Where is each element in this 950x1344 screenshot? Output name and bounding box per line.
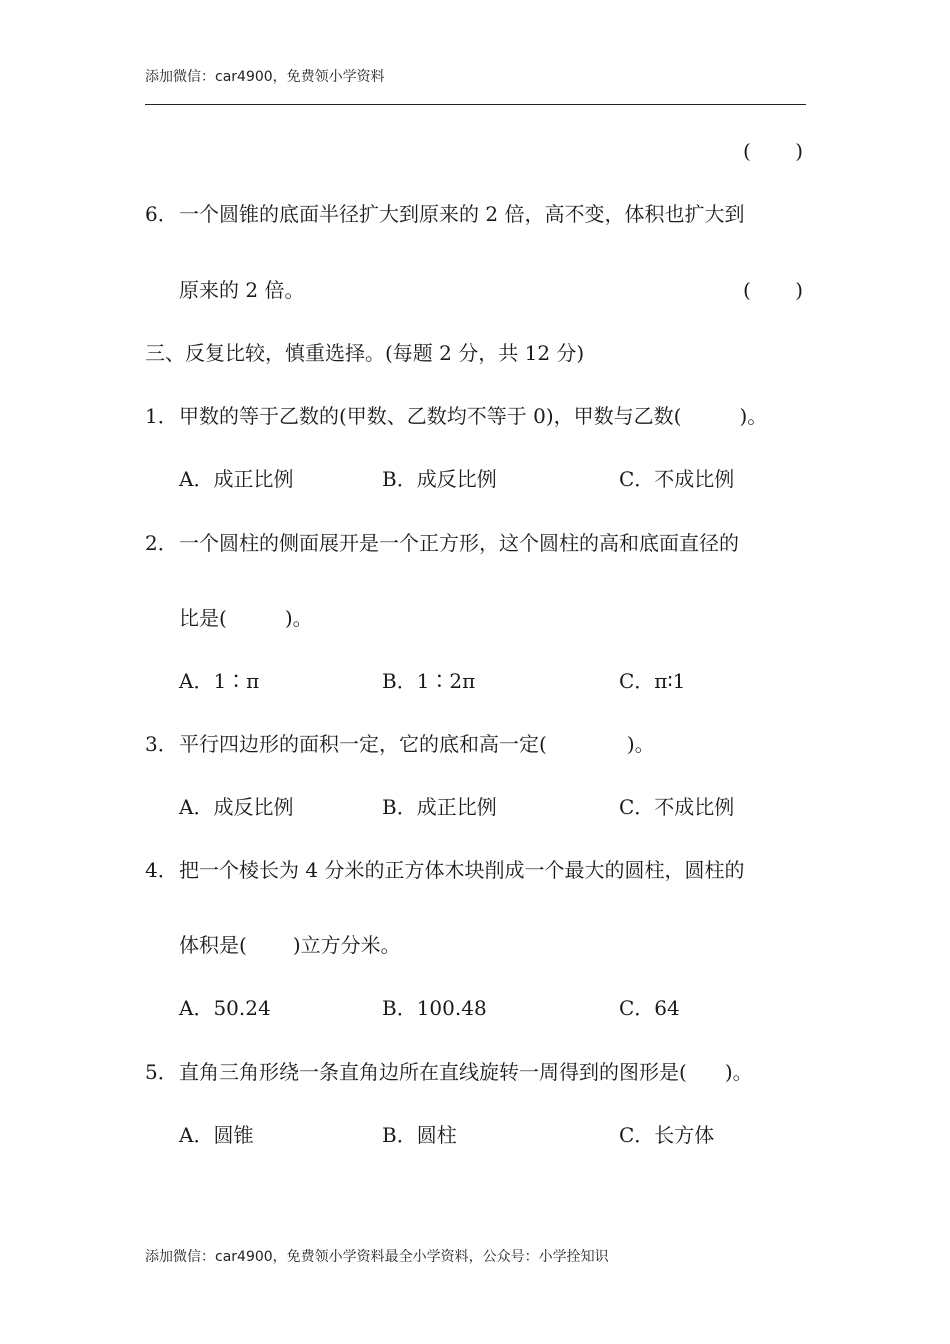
- q2-option-c[interactable]: C．π∶1: [619, 669, 686, 693]
- q3-option-b[interactable]: B．成正比例: [382, 795, 497, 819]
- q1-option-c[interactable]: C．不成比例: [619, 467, 735, 491]
- q5-option-c[interactable]: C．长方体: [619, 1123, 715, 1147]
- q1-option-b[interactable]: B．成反比例: [382, 467, 497, 491]
- question-2-line2: 比是( )。: [179, 606, 313, 630]
- q2-option-a[interactable]: A．1∶π: [179, 669, 260, 693]
- q2-option-b[interactable]: B．1∶2π: [382, 669, 476, 693]
- q4-option-b[interactable]: B．100.48: [382, 996, 487, 1020]
- judgement-q6-line1: 6．一个圆锥的底面半径扩大到原来的 2 倍，高不变，体积也扩大到: [145, 202, 745, 226]
- q4-option-a[interactable]: A．50.24: [179, 996, 271, 1020]
- header-divider: [145, 104, 806, 105]
- question-number: 5．: [145, 1060, 178, 1084]
- question-4-line2: 体积是( )立方分米。: [179, 933, 401, 957]
- question-4-line1: 4．把一个棱长为 4 分米的正方体木块削成一个最大的圆柱，圆柱的: [145, 858, 745, 882]
- q3-option-c[interactable]: C．不成比例: [619, 795, 735, 819]
- question-1: 1．甲数的等于乙数的(甲数、乙数均不等于 0)，甲数与乙数( )。: [145, 404, 768, 428]
- question-number: 6．: [145, 202, 178, 226]
- q5-option-a[interactable]: A．圆锥: [179, 1123, 254, 1147]
- question-2-line1: 2．一个圆柱的侧面展开是一个正方形，这个圆柱的高和底面直径的: [145, 531, 739, 555]
- q4-option-c[interactable]: C．64: [619, 996, 680, 1020]
- question-number: 1．: [145, 404, 178, 428]
- section-title: 三、反复比较，慎重选择。(每题 2 分，共 12 分): [145, 341, 585, 365]
- header-text: 添加微信：car4900，免费领小学资料: [145, 69, 385, 85]
- question-number: 3．: [145, 732, 178, 756]
- q1-option-a[interactable]: A．成正比例: [179, 467, 294, 491]
- footer-text: 添加微信：car4900，免费领小学资料最全小学资料，公众号：小学拴知识: [145, 1249, 609, 1265]
- q5-option-b[interactable]: B．圆柱: [382, 1123, 457, 1147]
- question-5: 5．直角三角形绕一条直角边所在直线旋转一周得到的图形是( )。: [145, 1060, 753, 1084]
- question-3: 3．平行四边形的面积一定，它的底和高一定( )。: [145, 732, 655, 756]
- judgement-q6-line2: 原来的 2 倍。: [179, 278, 305, 302]
- q3-option-a[interactable]: A．成反比例: [179, 795, 294, 819]
- answer-bracket-q6[interactable]: ( ): [743, 278, 803, 302]
- question-number: 4．: [145, 858, 178, 882]
- answer-bracket-prev[interactable]: ( ): [743, 139, 803, 163]
- question-number: 2．: [145, 531, 178, 555]
